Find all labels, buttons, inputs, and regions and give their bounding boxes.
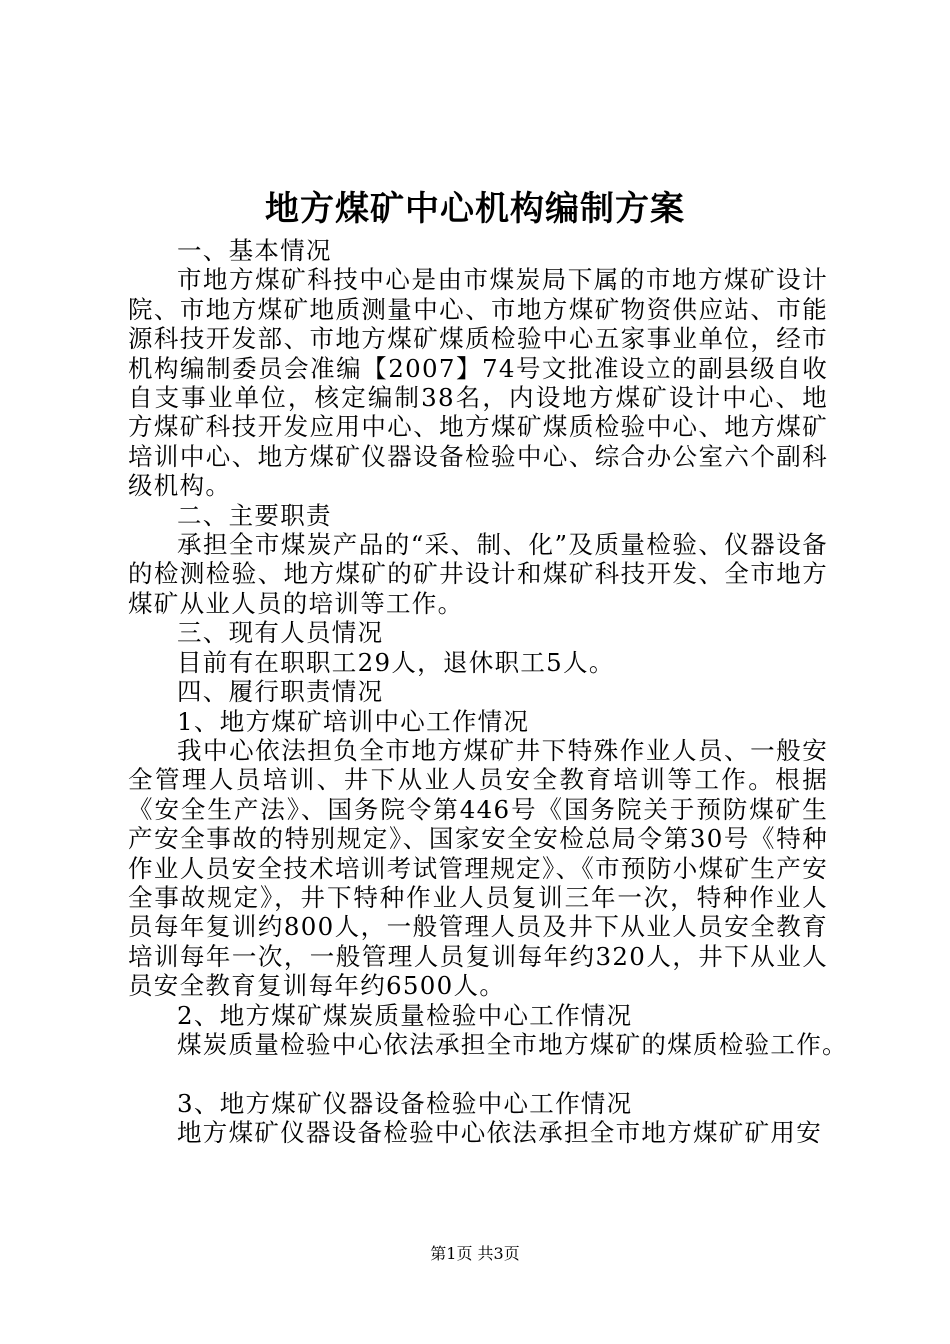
paragraph-coal-quality-center: 煤炭质量检验中心依法承担全市地方煤矿的煤质检验工作。 [177, 1029, 848, 1059]
subsection-heading-coal-quality-center: 2、地方煤矿煤炭质量检验中心工作情况 [177, 1000, 633, 1030]
section-heading-basic-info: 一、基本情况 [177, 236, 332, 265]
blank-line [128, 1059, 828, 1088]
document-title: 地方煤矿中心机构编制方案 [265, 189, 685, 229]
paragraph-main-duties: 承担全市煤炭产品的“采、制、化”及质量检验、仪器设备的检测检验、地方煤矿的矿井设计和煤矿科技开发、全市地方煤矿从业人员的培训等工作。 [128, 530, 828, 618]
subsection-heading-training-center: 1、地方煤矿培训中心工作情况 [177, 706, 530, 736]
page-footer: 第1页 共3页 [430, 1244, 520, 1263]
paragraph-staff: 目前有在职职工29人，退休职工5人。 [177, 647, 615, 677]
section-heading-duty-performance: 四、履行职责情况 [177, 677, 384, 707]
section-heading-main-duties: 二、主要职责 [177, 500, 332, 530]
paragraph-instrument-center: 地方煤矿仪器设备检验中心依法承担全市地方煤矿矿用安 [177, 1118, 822, 1148]
paragraph-training-center: 我中心依法担负全市地方煤矿井下特殊作业人员、一般安全管理人员培训、井下从业人员安全教育培训等工作。根据《安全生产法》、国务院令第446号《国务院关于预防煤矿生产安全事故的特别规定》、国家安全安检总局令第30号《特种作业人员安全技术培训考试管理规定》、《市预防小煤矿生产安全事故规定》，井下特种作业人员复训三年一次，特种作业人员每年复训约800人，一般管理人员及井下从业人员安全教育培训每年一次，一般管理人员复训每年约320人，井下从业人员安全教育复训每年约6500人。 [128, 735, 828, 1001]
paragraph-basic-info: 市地方煤矿科技中心是由市煤炭局下属的市地方煤矿设计院、市地方煤矿地质测量中心、市地方煤矿物资供应站、市能源科技开发部、市地方煤矿煤质检验中心五家事业单位，经市机构编制委员会准编【2007】74号文批准设立的副县级自收自支事业单位，核定编制38名，内设地方煤矿设计中心、地方煤矿科技开发应用中心、地方煤矿煤质检验中心、地方煤矿培训中心、地方煤矿仪器设备检验中心、综合办公室六个副科级机构。 [128, 265, 828, 501]
section-heading-staff: 三、现有人员情况 [177, 618, 384, 648]
subsection-heading-instrument-center: 3、地方煤矿仪器设备检验中心工作情况 [177, 1088, 633, 1118]
document-body [128, 236, 848, 1148]
